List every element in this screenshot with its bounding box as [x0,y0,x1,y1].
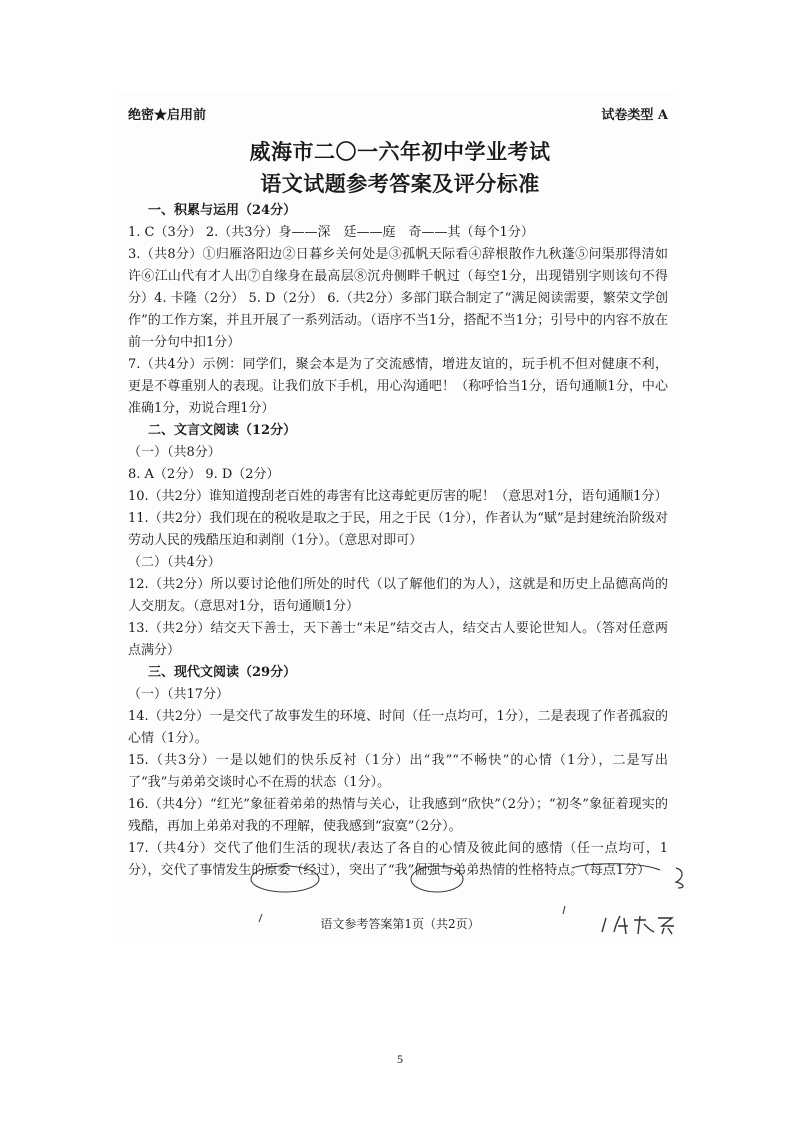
answer-line: 8. A（2分） 9. D（2分） [128,467,280,482]
document-subtitle: 语文试题参考答案及评分标准 [260,171,540,196]
answer-line: （一）（共8分） [128,445,221,460]
answer-line: 3.（共8分）①归雁洛阳边②日暮乡关何处是③孤帆天际看④辞根散作九秋蓬⑤问渠那得清如许⑥江山代有才人出⑦自缘身在最高层⑧沉舟侧畔千帆过（每空1分，出现错别字则该句不得分）4. 卡隆（2分） 5. D（2分） 6.（共2分）多部门联合制定了“满足阅读需要，繁荣文学创作”的工作方案，并且开展了一系列活动。（语序不当1分，搭配不当1分；引号中的内容不放在前一分句中扣1分） [128,247,668,350]
answer-line: 1. C（3分） 2.（共3分）身——深 廷——庭 奇——其（每个1分） [128,225,534,240]
header [128,104,668,124]
answer-line: 14.（共2分）一是交代了故事发生的环境、时间（任一点均可，1分），二是表现了作者孤寂的心情（1分）。 [128,709,668,746]
confidential-label: 绝密★启用前 [128,108,207,123]
paper-type-label: 试卷类型 A [601,108,668,123]
answer-body [128,200,668,882]
answer-line: 15.（共3分）一是以她们的快乐反衬（1分）出“我”“不畅快”的心情（1分），二是写出了“我”与弟弟交谈时心不在焉的状态（1分）。 [128,753,668,790]
page-footer: 语文参考答案第1页（共2页） [320,917,480,931]
answer-line: 10.（共2分）谁知道搜刮老百姓的毒害有比这毒蛇更厉害的呢！（意思对1分，语句通顺1分） [128,489,668,504]
answer-line: 7.（共4分）示例：同学们，聚会本是为了交流感情，增进友谊的，玩手机不但对健康不利，更是不尊重别人的表现。让我们放下手机，用心沟通吧！（称呼恰当1分，语句通顺1分，中心准确1分，劝说合理1分） [128,357,668,416]
section-heading: 三、现代文阅读（29分） [148,665,297,680]
section-heading: 一、积累与运用（24分） [148,203,297,218]
answer-line: 16.（共4分）“红光”象征着弟弟的热情与关心，让我感到“欣快”（2分）；“初冬”象征着现实的残酷，再加上弟弟对我的不理解，使我感到“寂寞”（2分）。 [128,797,668,834]
answer-line: 11.（共2分）我们现在的税收是取之于民，用之于民（1分），作者认为“赋”是封建统治阶级对劳动人民的残酷压迫和剥削（1分）。（意思对即可） [128,511,668,548]
handwritten-signature [600,912,680,936]
answer-line: （一）（共17分） [128,687,230,702]
answer-line: 17.（共4分）交代了他们生活的现状/表达了各自的心情及彼此间的感情（任一点均可，1分），交代了事情发生的原委（经过），突出了“我”倔强与弟弟热情的性格特点。（每点1分） [128,841,668,878]
answer-line: 12.（共2分）所以要讨论他们所处的时代（以了解他们的为人），这就是和历史上品德高尚的人交朋友。（意思对1分，语句通顺1分） [128,577,668,614]
page-number: 5 [397,1052,403,1066]
answer-line: （二）（共4分） [128,555,221,570]
section-heading: 二、文言文阅读（12分） [148,423,297,438]
answer-line: 13.（共2分）结交天下善士，天下善士“未足”结交古人，结交古人要论世知人。（答对任意两点满分） [128,621,668,658]
document-title: 威海市二〇一六年初中学业考试 [249,139,551,164]
